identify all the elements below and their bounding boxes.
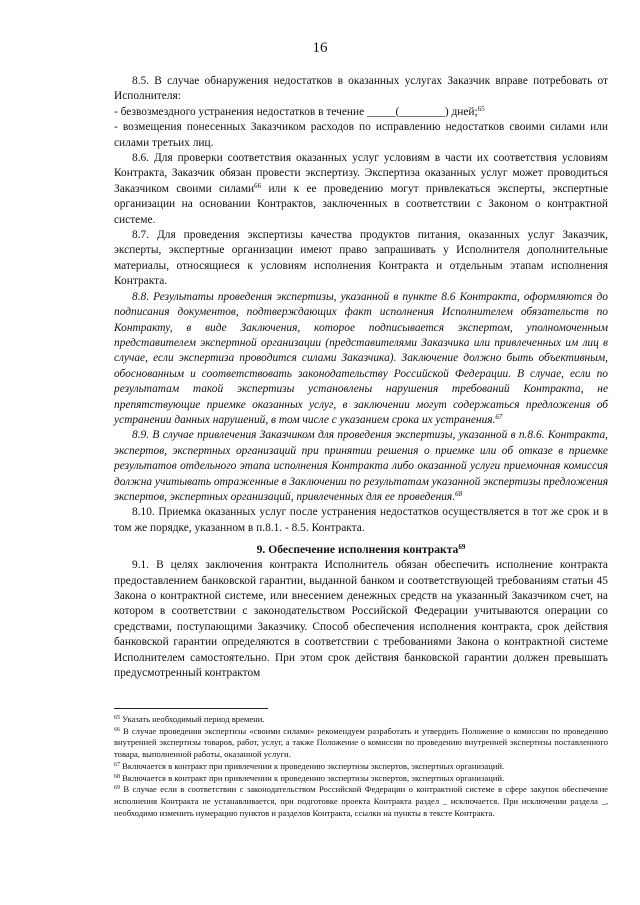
clause-8-5-item-1-text: - безвозмездного устранения недостатков в течение _____(________) дней; bbox=[114, 105, 478, 118]
footnote-69 bbox=[114, 784, 608, 819]
document-body bbox=[114, 74, 608, 681]
footnotes bbox=[114, 714, 608, 819]
footnote-text: Указать необходимый период времени. bbox=[120, 714, 265, 724]
clause-8-9-text: 8.9. В случае привлечения Заказчиком для проведения экспертизы, указанной в п.8.6. Контракта, экспертов, экспертных организаций при принятии решения о приемке или об отказе в приемке результатов отдельного этапа исполнения Контракта либо оказанной услуги приемочная комиссия должна учитывать отраженные в Заключении по результатам указанной экспертизы предложения экспертов, экспертных организаций, привлеченных для ее проведения. bbox=[114, 429, 608, 503]
clause-8-6-text-b: или к ее проведению могут привлекаться эксперты, экспертные организации на основании Контрактов, заключенных в соответствии с Законом о контрактной системе. bbox=[114, 182, 609, 226]
footnote-65 bbox=[114, 714, 608, 726]
clause-8-10: 8.10. Приемка оказанных услуг после устранения недостатков осуществляется в тот же срок и в том же порядке, указанном в п.8.1. - 8.5. Контракта. bbox=[114, 506, 608, 534]
footnote-ref-67: 67 bbox=[495, 412, 503, 421]
clause-8-9 bbox=[114, 428, 608, 505]
footnote-text: В случае если в соответствии с законодательством Российской Федерации о контрактной системе в сфере закупок обеспечение исполнения Контракта не устанавливается, при подготовке проекта Контракта раздел _ исключается. При исключении раздела _, необходимо изменить нумерацию пунктов и разделов Контракта, ссылки на пункты в тексте Контракта. bbox=[114, 784, 608, 818]
clause-8-5: 8.5. В случае обнаружения недостатков в оказанных услугах Заказчик вправе потребовать от Исполнителя: bbox=[114, 75, 608, 103]
clause-8-6 bbox=[114, 151, 608, 228]
footnote-66 bbox=[114, 726, 608, 761]
footnote-ref-68: 68 bbox=[455, 489, 463, 498]
clause-8-8-text: 8.8. Результаты проведения экспертизы, указанной в пункте 8.6 Контракта, оформляются до подписания документов, подтверждающих факт исполнения Исполнителем обязательств по Контракту, в виде Заключения, которое подписывается экспертом, уполномоченным представителем экспертной организации (представителями Заказчика или привлеченных им лиц в случае, если экспертиза проводится силами Заказчика). Заключение должно быть объективным, обоснованным и соответствовать законодательству Российской Федерации. В случае, если по результатам такой экспертизы установлены нарушения требований Контракта, не препятствующие приемке оказанных услуг, в заключении могут содержаться предложения об устранении данных нарушений, в том числе с указанием срока их устранения. bbox=[114, 290, 608, 426]
clause-9-1: 9.1. В целях заключения контракта Исполнитель обязан обеспечить исполнение контракта предоставлением банковской гарантии, выданной банком и соответствующей требованиям статьи 45 Закона о контрактной системе, или внесением денежных средств на указанный Заказчиком счет, на котором в соответствии с законодательством Российской Федерации учитываются операции со средствами, поступающими Заказчику. Способ обеспечения исполнения контракта, срок действия банковской гарантии определяются в соответствии с требованиями Закона о контрактной системе Исполнителем самостоятельно. При этом срок действия банковской гарантии должен превышать предусмотренный контрактом bbox=[114, 559, 608, 680]
footnote-number: 67 bbox=[114, 761, 120, 768]
footnote-67 bbox=[114, 761, 608, 773]
footnote-number: 65 bbox=[114, 715, 120, 721]
footnote-text: В случае проведения экспертизы «своими силами» рекомендуем разработать и утвердить Положение о комиссии по проведению внутренней экспертизы товаров, работ, услуг, а также Положение о комиссии по проведению внутренней экспертизы поставленного товара, выполненной работы, оказанной услуги. bbox=[114, 725, 608, 760]
footnote-text: Включается в контракт при привлечении к проведению экспертизы экспертов, экспертных организаций. bbox=[120, 772, 505, 783]
footnote-ref-69: 69 bbox=[458, 543, 466, 552]
footnote-text: Включается в контракт при привлечении к проведению экспертизы экспертов, экспертных организаций. bbox=[120, 760, 505, 771]
footnote-ref-65: 65 bbox=[477, 104, 485, 113]
footnote-number: 68 bbox=[114, 773, 120, 780]
clause-8-5-item-1 bbox=[114, 105, 608, 120]
footnote-number: 69 bbox=[114, 785, 120, 792]
section-heading-text: 9. Обеспечение исполнения контракта bbox=[256, 543, 459, 557]
page-number: 16 bbox=[312, 40, 328, 56]
footnote-separator bbox=[114, 708, 268, 709]
footnote-number: 66 bbox=[114, 726, 120, 733]
footnote-ref-66: 66 bbox=[254, 181, 262, 190]
clause-8-7: 8.7. Для проведения экспертизы качества продуктов питания, оказанных услуг Заказчик, эксперты, экспертные организации имеют право запрашивать у Исполнителя дополнительные материалы, относящиеся к условиям исполнения Контракта и отдельным этапам исполнения Контракта. bbox=[114, 229, 608, 288]
footnote-68 bbox=[114, 773, 608, 785]
section-heading bbox=[114, 542, 608, 558]
clause-8-5-item-2: - возмещения понесенных Заказчиком расходов по исправлению недостатков своими силами или силами третьих лиц. bbox=[114, 121, 608, 149]
clause-8-8 bbox=[114, 290, 608, 429]
clause-8-6-text-a: 8.6. Для проверки соответствия оказанных услуг условиям в части их соответствия условиям Контракта, Заказчик обязан провести экспертизу. Экспертиза оказанных услуг может проводиться Заказчиком своими силами bbox=[114, 152, 608, 195]
